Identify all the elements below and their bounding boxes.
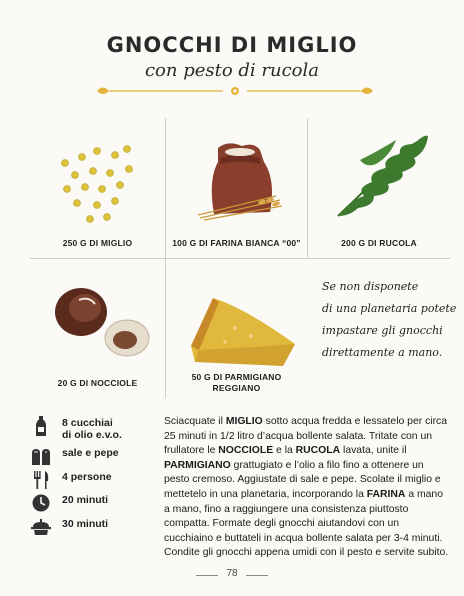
method-text: e la xyxy=(273,445,296,457)
recipe-method xyxy=(164,415,449,561)
tip-line: direttamente a mano. xyxy=(322,346,443,359)
recipe-title: GNOCCHI DI MIGLIO xyxy=(106,33,358,57)
info-cook-time-text: 30 minuti xyxy=(62,518,109,530)
ingredient-label-parmesan-line1: 50 G DI PARMIGIANO xyxy=(191,372,282,382)
page-number-rule xyxy=(246,575,268,576)
ingredient-label-hazelnuts: 20 G DI NOCCIOLE xyxy=(57,378,138,388)
ingredient-label-parmesan-line2: REGGIANO xyxy=(212,383,261,393)
info-oil xyxy=(30,415,122,441)
method-keyword: RUCOLA xyxy=(295,445,341,457)
method-text: sotto acqua fredda e lessatelo per circa 25 minuti in 1/2 litro d’acqua bollente salata. Tritate con un frullatore le xyxy=(164,416,448,457)
ingredient-label-millet: 250 G DI MIGLIO xyxy=(62,238,133,248)
divider-ornament xyxy=(95,83,375,99)
info-prep-time-text: 20 minuti xyxy=(62,494,109,506)
method-text: lavata, unite il xyxy=(340,445,407,457)
ingredient-label-arugula: 200 G DI RUCOLA xyxy=(341,238,417,248)
info-oil-line2: di olio e.v.o. xyxy=(62,429,122,441)
method-text: a mano a mano, fino a raggiungere una consistenza piuttosto compatta. Formate degli gnocchi aiutandovi con un cucchiaino e buttateli in acqua bollente salata per 3-4 minuti. Condite gli gnocchi appena umidi con il pesto e servite subito. xyxy=(164,488,449,559)
recipe-subtitle: con pesto di rucola xyxy=(144,60,320,81)
tip-line: di una planetaria potete xyxy=(322,302,457,315)
info-prep-time xyxy=(30,492,108,514)
method-text: Sciacquate il xyxy=(164,416,226,427)
ingredient-label-flour: 100 G DI FARINA BIANCA “00” xyxy=(172,238,301,248)
info-servings xyxy=(30,469,112,491)
clock-icon xyxy=(30,492,52,514)
method-keyword: MIGLIO xyxy=(225,416,263,427)
info-seasoning xyxy=(30,445,119,467)
tip-line: impastare gli gnocchi xyxy=(322,324,443,337)
method-keyword: PARMIGIANO xyxy=(164,459,231,471)
grid-line xyxy=(30,258,450,259)
salt-pepper-icon xyxy=(30,445,52,467)
parmesan-cheese-icon xyxy=(185,292,300,372)
method-text: grattugiato e l’olio a filo fino a ottenere un pesto cremoso. Aggiustate di sale e pepe. Scolate il miglio e mettetelo in una planetaria, incorporando la xyxy=(164,459,441,500)
hazelnuts-icon xyxy=(45,280,155,365)
info-oil-line1: 8 cucchiai xyxy=(62,417,113,429)
ingredient-label-parmesan xyxy=(166,372,307,394)
info-seasoning-text: sale e pepe xyxy=(62,447,119,459)
info-oil-text xyxy=(62,415,122,441)
method-keyword: FARINA xyxy=(366,488,406,500)
arugula-leaves-icon xyxy=(330,130,435,225)
info-servings-text: 4 persone xyxy=(62,471,112,483)
flour-sack-icon xyxy=(190,140,290,225)
tip-line: Se non disponete xyxy=(322,280,419,293)
method-keyword: NOCCIOLE xyxy=(218,445,274,457)
cutlery-icon xyxy=(30,469,52,491)
millet-seeds-icon xyxy=(55,145,140,225)
info-cook-time xyxy=(30,516,108,538)
page-number: 78 xyxy=(226,568,238,579)
grid-line xyxy=(307,118,308,258)
cooking-pot-icon xyxy=(30,516,52,538)
oil-bottle-icon xyxy=(30,415,52,437)
handwritten-tip xyxy=(322,276,462,364)
